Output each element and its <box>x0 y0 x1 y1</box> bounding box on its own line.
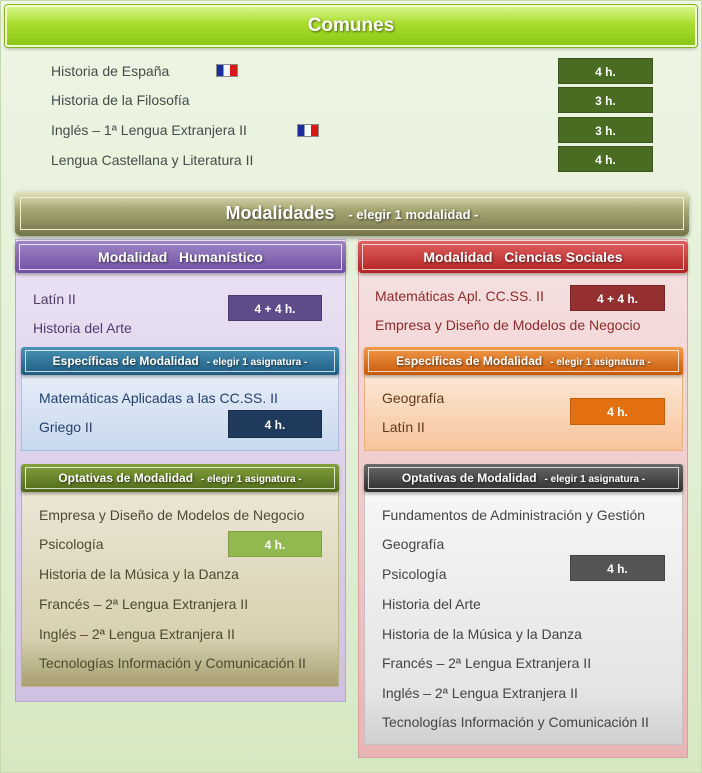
humanistico-header <box>15 241 346 273</box>
comunes-hours-1: 4 h. <box>558 58 653 84</box>
comunes-item-lengua: Lengua Castellana y Literatura II <box>51 152 254 168</box>
sociales-optativas-item: Fundamentos de Administración y Gestión <box>382 507 646 523</box>
sociales-header <box>358 241 688 273</box>
modalidades-banner <box>15 191 689 236</box>
sociales-especificas-header <box>364 347 683 375</box>
sociales-optativas-item: Psicología <box>382 566 447 582</box>
comunes-item-historia-espana: Historia de España <box>51 63 170 79</box>
comunes-hours-2: 3 h. <box>558 87 653 113</box>
humanistico-hours: 4 + 4 h. <box>228 295 322 321</box>
humanistico-especificas-title: Específicas de Modalidad <box>52 354 199 368</box>
humanistico-optativas-hours: 4 h. <box>228 531 322 557</box>
sociales-hours: 4 + 4 h. <box>570 285 665 311</box>
sociales-name: Ciencias Sociales <box>504 249 623 265</box>
sociales-especificas-hours: 4 h. <box>570 398 665 425</box>
modalidades-title: Modalidades <box>225 203 335 223</box>
humanistico-optativas-item: Inglés – 2ª Lengua Extranjera II <box>39 626 235 642</box>
modalidades-subtitle: - elegir 1 modalidad - <box>348 207 479 222</box>
comunes-hours-3: 3 h. <box>558 117 653 143</box>
sociales-optativas-item: Historia de la Música y la Danza <box>382 626 582 642</box>
sociales-optativas-item: Geografía <box>382 536 445 552</box>
sociales-optativas-item: Historia del Arte <box>382 596 481 612</box>
sociales-prefix: Modalidad <box>423 249 493 265</box>
sociales-optativas-item: Inglés – 2ª Lengua Extranjera II <box>382 685 578 701</box>
sociales-optativas-item: Tecnologías Información y Comunicación II <box>382 714 649 730</box>
france-flag-icon <box>216 64 238 77</box>
humanistico-name: Humanístico <box>178 249 263 265</box>
humanistico-optativas-item: Francés – 2ª Lengua Extranjera II <box>39 596 249 612</box>
sociales-optativas-header <box>364 464 683 492</box>
humanistico-especificas-item-griego: Griego II <box>39 419 93 435</box>
humanistico-especificas-header <box>21 347 339 375</box>
sociales-optativas-item: Francés – 2ª Lengua Extranjera II <box>382 655 592 671</box>
sociales-optativas-panel <box>364 491 683 745</box>
humanistico-especificas-hours: 4 h. <box>228 410 322 438</box>
humanistico-item-historia-arte: Historia del Arte <box>33 320 132 336</box>
comunes-hours-4: 4 h. <box>558 146 653 172</box>
humanistico-optativas-header <box>21 464 339 492</box>
humanistico-especificas-note: - elegir 1 asignatura - <box>206 357 308 368</box>
humanistico-optativas-item: Empresa y Diseño de Modelos de Negocio <box>39 507 305 523</box>
france-flag-icon <box>297 124 319 137</box>
sociales-item-matematicas: Matemáticas Apl. CC.SS. II <box>375 288 544 304</box>
sociales-especificas-item-geografia: Geografía <box>382 390 445 406</box>
humanistico-optativas-item: Tecnologías Información y Comunicación II <box>39 655 306 671</box>
comunes-banner: Comunes <box>5 5 697 47</box>
sociales-optativas-title: Optativas de Modalidad <box>401 471 537 485</box>
comunes-item-ingles: Inglés – 1ª Lengua Extranjera II <box>51 122 247 138</box>
humanistico-optativas-note: - elegir 1 asignatura - <box>201 474 302 485</box>
sociales-especificas-title: Específicas de Modalidad <box>396 354 543 368</box>
sociales-optativas-note: - elegir 1 asignatura - <box>544 474 646 485</box>
sociales-especificas-note: - elegir 1 asignatura - <box>550 357 651 368</box>
humanistico-optativas-item: Historia de la Música y la Danza <box>39 566 239 582</box>
humanistico-especificas-item-matematicas: Matemáticas Aplicadas a las CC.SS. II <box>39 390 278 406</box>
humanistico-optativas-title: Optativas de Modalidad <box>58 471 194 485</box>
humanistico-item-latin: Latín II <box>33 291 76 307</box>
sociales-optativas-hours: 4 h. <box>570 555 665 581</box>
sociales-item-empresa: Empresa y Diseño de Modelos de Negocio <box>375 317 641 333</box>
sociales-especificas-item-latin: Latín II <box>382 419 425 435</box>
humanistico-optativas-item: Psicología <box>39 536 104 552</box>
humanistico-prefix: Modalidad <box>98 249 168 265</box>
comunes-item-filosofia: Historia de la Filosofía <box>51 92 190 108</box>
